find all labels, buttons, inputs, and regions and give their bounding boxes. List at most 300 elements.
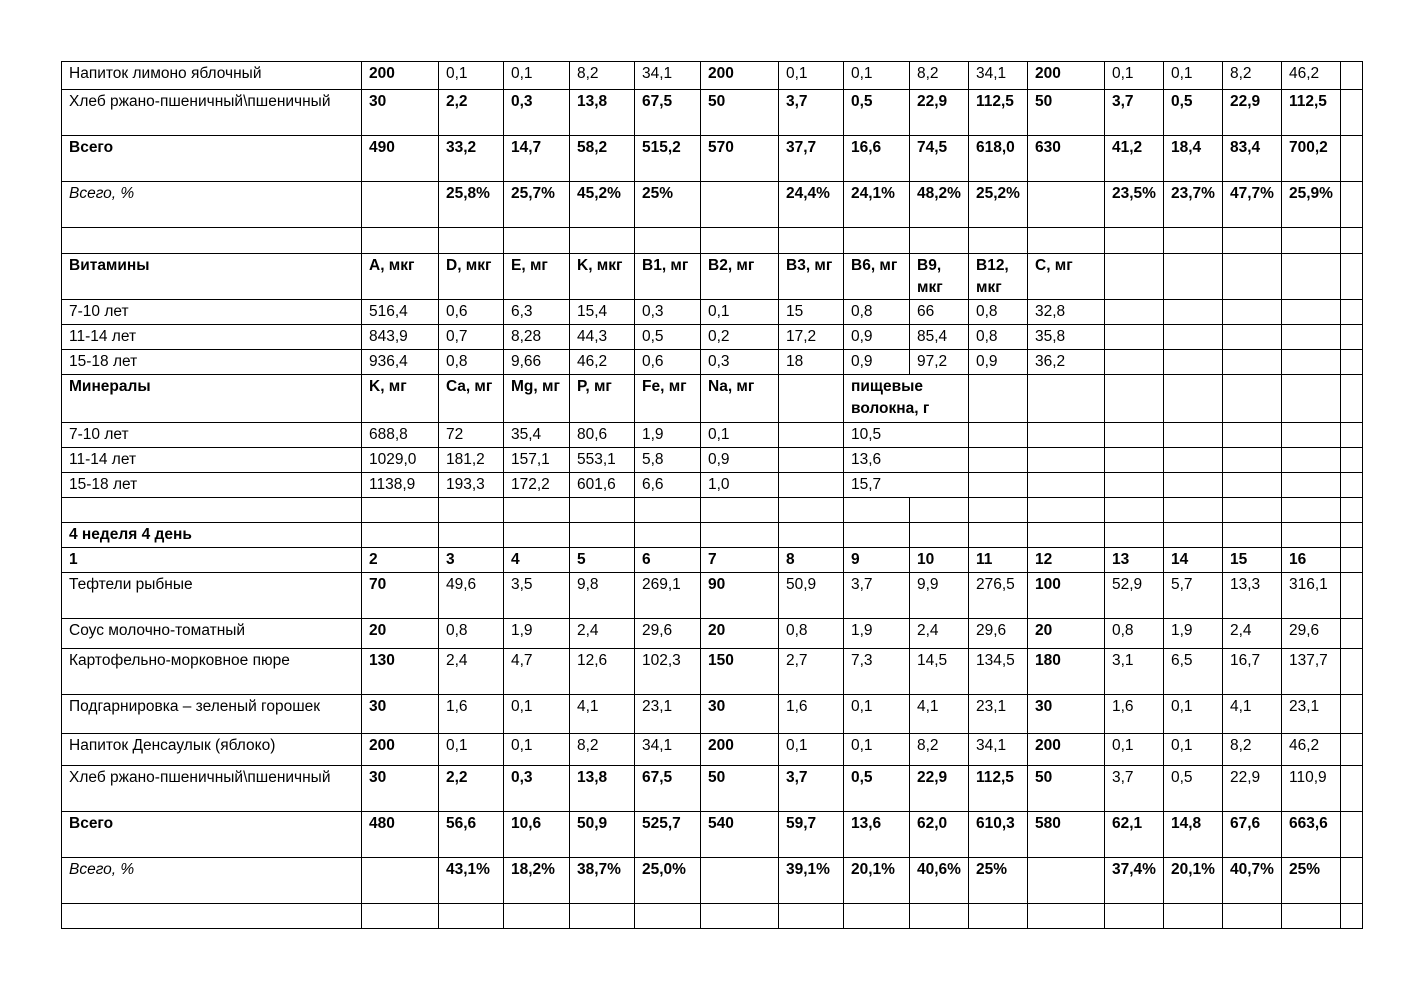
- row-label-cell: 7-10 лет: [62, 423, 362, 448]
- table-cell: 102,3: [635, 649, 701, 695]
- table-cell: 15: [779, 300, 844, 325]
- table-cell: 46,2: [1282, 62, 1341, 90]
- table-cell: [1105, 228, 1164, 254]
- table-cell: 90: [701, 573, 779, 619]
- table-cell: B6, мг: [844, 254, 910, 300]
- table-row: [62, 473, 1363, 498]
- row-label-cell: Всего: [62, 136, 362, 182]
- table-cell: 181,2: [439, 448, 504, 473]
- table-cell: 0,1: [701, 300, 779, 325]
- table-cell: 16,6: [844, 136, 910, 182]
- table-cell: 8,2: [1223, 734, 1282, 766]
- table-cell: 30: [1028, 695, 1105, 734]
- row-label-cell: Хлеб ржано-пшеничный\пшеничный: [62, 90, 362, 136]
- table-cell: [1164, 448, 1223, 473]
- table-row: [62, 62, 1363, 90]
- table-cell: B9, мкг: [910, 254, 969, 300]
- table-cell: 0,9: [701, 448, 779, 473]
- table-cell: [1341, 350, 1363, 375]
- table-cell: [969, 473, 1028, 498]
- table-cell: [1282, 473, 1341, 498]
- table-cell: [1341, 325, 1363, 350]
- table-cell: 0,9: [969, 350, 1028, 375]
- table-cell: 15: [1223, 548, 1282, 573]
- table-cell: Fe, мг: [635, 375, 701, 423]
- table-cell: [1223, 350, 1282, 375]
- table-cell: 180: [1028, 649, 1105, 695]
- table-cell: 25,9%: [1282, 182, 1341, 228]
- table-cell: 570: [701, 136, 779, 182]
- table-cell: 0,1: [1105, 62, 1164, 90]
- table-row: [62, 254, 1363, 300]
- table-cell: 23,5%: [1105, 182, 1164, 228]
- row-label-cell: Подгарнировка – зеленый горошек: [62, 695, 362, 734]
- table-cell: 200: [1028, 734, 1105, 766]
- table-cell: [969, 904, 1028, 929]
- table-cell: 0,3: [504, 766, 570, 812]
- table-cell: 50: [701, 766, 779, 812]
- table-cell: 56,6: [439, 812, 504, 858]
- table-cell: [570, 498, 635, 523]
- table-cell: 540: [701, 812, 779, 858]
- table-cell: 269,1: [635, 573, 701, 619]
- table-cell: 25,0%: [635, 858, 701, 904]
- table-cell: [362, 523, 439, 548]
- table-cell: [1282, 904, 1341, 929]
- table-cell: 23,1: [1282, 695, 1341, 734]
- table-cell: [701, 858, 779, 904]
- table-cell: 8: [779, 548, 844, 573]
- table-cell: 18,2%: [504, 858, 570, 904]
- table-cell: 100: [1028, 573, 1105, 619]
- table-cell: [1282, 448, 1341, 473]
- table-cell: 40,7%: [1223, 858, 1282, 904]
- table-cell: 67,6: [1223, 812, 1282, 858]
- table-cell: [1223, 254, 1282, 300]
- table-cell: 2,4: [1223, 619, 1282, 649]
- table-row: [62, 448, 1363, 473]
- table-cell: [1164, 523, 1223, 548]
- table-cell: [439, 904, 504, 929]
- table-cell: 15,7: [844, 473, 969, 498]
- table-cell: 39,1%: [779, 858, 844, 904]
- table-cell: 0,3: [701, 350, 779, 375]
- table-cell: 0,5: [844, 90, 910, 136]
- table-cell: 4,1: [570, 695, 635, 734]
- table-cell: 601,6: [570, 473, 635, 498]
- table-cell: 12,6: [570, 649, 635, 695]
- table-cell: 200: [1028, 62, 1105, 90]
- table-cell: 18,4: [1164, 136, 1223, 182]
- table-cell: 48,2%: [910, 182, 969, 228]
- table-cell: 5,7: [1164, 573, 1223, 619]
- table-cell: [1223, 448, 1282, 473]
- table-cell: 0,1: [504, 62, 570, 90]
- row-label-cell: [62, 904, 362, 929]
- table-cell: 3,7: [779, 766, 844, 812]
- row-label-cell: Всего, %: [62, 858, 362, 904]
- table-cell: 7: [701, 548, 779, 573]
- table-cell: [1028, 473, 1105, 498]
- table-cell: Na, мг: [701, 375, 779, 423]
- table-cell: 1,9: [635, 423, 701, 448]
- table-cell: 29,6: [1282, 619, 1341, 649]
- table-cell: 0,8: [439, 350, 504, 375]
- table-cell: [635, 523, 701, 548]
- table-cell: 25%: [969, 858, 1028, 904]
- table-cell: 3,7: [779, 90, 844, 136]
- row-label-cell: 4 неделя 4 день: [62, 523, 362, 548]
- table-cell: [1028, 498, 1105, 523]
- table-cell: 193,3: [439, 473, 504, 498]
- table-cell: 20,1%: [844, 858, 910, 904]
- table-cell: 480: [362, 812, 439, 858]
- table-cell: [1341, 423, 1363, 448]
- table-cell: [1341, 812, 1363, 858]
- table-cell: [1341, 228, 1363, 254]
- table-cell: 29,6: [969, 619, 1028, 649]
- table-cell: [969, 498, 1028, 523]
- table-cell: 8,2: [570, 62, 635, 90]
- table-cell: 97,2: [910, 350, 969, 375]
- table-cell: 41,2: [1105, 136, 1164, 182]
- table-cell: 34,1: [635, 62, 701, 90]
- table-cell: 23,1: [635, 695, 701, 734]
- table-cell: [1105, 300, 1164, 325]
- table-cell: 58,2: [570, 136, 635, 182]
- table-cell: P, мг: [570, 375, 635, 423]
- table-cell: [779, 448, 844, 473]
- table-cell: [1105, 473, 1164, 498]
- table-cell: 1029,0: [362, 448, 439, 473]
- table-cell: [1341, 548, 1363, 573]
- table-cell: 8,2: [1223, 62, 1282, 90]
- table-cell: 0,5: [1164, 766, 1223, 812]
- table-cell: 137,7: [1282, 649, 1341, 695]
- table-cell: Mg, мг: [504, 375, 570, 423]
- table-cell: 0,1: [439, 734, 504, 766]
- table-cell: 5: [570, 548, 635, 573]
- table-cell: 0,1: [1164, 62, 1223, 90]
- table-cell: 0,8: [844, 300, 910, 325]
- table-cell: 112,5: [969, 90, 1028, 136]
- table-cell: 67,5: [635, 766, 701, 812]
- table-cell: 67,5: [635, 90, 701, 136]
- table-row: [62, 325, 1363, 350]
- table-cell: [1164, 325, 1223, 350]
- table-cell: [504, 228, 570, 254]
- table-cell: [504, 904, 570, 929]
- table-row: [62, 858, 1363, 904]
- table-row: [62, 573, 1363, 619]
- table-cell: [1341, 90, 1363, 136]
- nutrition-table: [61, 61, 1363, 929]
- table-cell: [1341, 619, 1363, 649]
- row-label-cell: 15-18 лет: [62, 350, 362, 375]
- table-cell: [910, 228, 969, 254]
- table-cell: [844, 228, 910, 254]
- table-cell: 525,7: [635, 812, 701, 858]
- table-cell: 38,7%: [570, 858, 635, 904]
- table-cell: 37,7: [779, 136, 844, 182]
- table-cell: [969, 228, 1028, 254]
- table-cell: 0,1: [504, 734, 570, 766]
- table-cell: [1341, 766, 1363, 812]
- table-cell: 630: [1028, 136, 1105, 182]
- table-cell: 1,9: [1164, 619, 1223, 649]
- table-cell: 23,1: [969, 695, 1028, 734]
- table-cell: [1028, 375, 1105, 423]
- table-cell: 2: [362, 548, 439, 573]
- table-cell: [1164, 254, 1223, 300]
- table-cell: [779, 423, 844, 448]
- table-cell: [362, 858, 439, 904]
- table-cell: 516,4: [362, 300, 439, 325]
- table-cell: [969, 375, 1028, 423]
- row-label-cell: Витамины: [62, 254, 362, 300]
- table-cell: 9,9: [910, 573, 969, 619]
- table-cell: [779, 473, 844, 498]
- table-cell: [1028, 448, 1105, 473]
- table-cell: 8,28: [504, 325, 570, 350]
- table-cell: 6: [635, 548, 701, 573]
- table-cell: [1341, 300, 1363, 325]
- table-cell: 62,0: [910, 812, 969, 858]
- table-cell: [779, 523, 844, 548]
- table-row: [62, 904, 1363, 929]
- table-cell: [1223, 473, 1282, 498]
- table-cell: 20,1%: [1164, 858, 1223, 904]
- table-cell: 1,0: [701, 473, 779, 498]
- table-cell: 0,1: [779, 734, 844, 766]
- table-cell: 10,6: [504, 812, 570, 858]
- table-cell: K, мкг: [570, 254, 635, 300]
- table-cell: 24,4%: [779, 182, 844, 228]
- table-cell: [1105, 375, 1164, 423]
- table-cell: 12: [1028, 548, 1105, 573]
- table-cell: 6,5: [1164, 649, 1223, 695]
- table-row: [62, 300, 1363, 325]
- table-cell: 66: [910, 300, 969, 325]
- table-cell: 0,1: [439, 62, 504, 90]
- table-cell: D, мкг: [439, 254, 504, 300]
- table-cell: 44,3: [570, 325, 635, 350]
- table-cell: 30: [701, 695, 779, 734]
- table-cell: [1028, 904, 1105, 929]
- table-cell: [1164, 904, 1223, 929]
- table-cell: [1105, 423, 1164, 448]
- table-cell: 85,4: [910, 325, 969, 350]
- table-cell: 0,6: [635, 350, 701, 375]
- table-cell: 0,7: [439, 325, 504, 350]
- table-cell: 22,9: [1223, 90, 1282, 136]
- table-cell: [1282, 325, 1341, 350]
- table-cell: [779, 228, 844, 254]
- table-cell: [570, 228, 635, 254]
- table-cell: [1341, 498, 1363, 523]
- table-cell: [439, 228, 504, 254]
- table-cell: 50,9: [570, 812, 635, 858]
- table-cell: [779, 375, 844, 423]
- table-row: [62, 523, 1363, 548]
- table-cell: 0,1: [844, 62, 910, 90]
- table-cell: [635, 498, 701, 523]
- table-cell: 0,1: [504, 695, 570, 734]
- table-cell: 0,8: [969, 300, 1028, 325]
- table-cell: [910, 498, 969, 523]
- table-cell: 59,7: [779, 812, 844, 858]
- table-cell: 553,1: [570, 448, 635, 473]
- row-label-cell: 1: [62, 548, 362, 573]
- table-cell: B3, мг: [779, 254, 844, 300]
- table-cell: 0,5: [635, 325, 701, 350]
- table-cell: 14,8: [1164, 812, 1223, 858]
- table-row: [62, 182, 1363, 228]
- table-cell: 14,5: [910, 649, 969, 695]
- table-cell: 13,3: [1223, 573, 1282, 619]
- table-cell: 80,6: [570, 423, 635, 448]
- table-row: [62, 350, 1363, 375]
- table-cell: [362, 498, 439, 523]
- table-cell: 16: [1282, 548, 1341, 573]
- table-cell: [362, 904, 439, 929]
- table-cell: [1105, 523, 1164, 548]
- table-cell: пищевые волокна, г: [844, 375, 969, 423]
- table-cell: 13: [1105, 548, 1164, 573]
- table-row: [62, 812, 1363, 858]
- table-cell: 1,6: [779, 695, 844, 734]
- table-cell: [1341, 136, 1363, 182]
- table-cell: 29,6: [635, 619, 701, 649]
- table-cell: [1282, 523, 1341, 548]
- table-cell: 72: [439, 423, 504, 448]
- table-cell: [1341, 62, 1363, 90]
- table-cell: 46,2: [570, 350, 635, 375]
- table-cell: 52,9: [1105, 573, 1164, 619]
- table-cell: [701, 182, 779, 228]
- table-cell: 663,6: [1282, 812, 1341, 858]
- table-cell: 316,1: [1282, 573, 1341, 619]
- table-row: [62, 548, 1363, 573]
- table-cell: 62,1: [1105, 812, 1164, 858]
- table-cell: [1105, 448, 1164, 473]
- table-cell: 3: [439, 548, 504, 573]
- table-cell: [1341, 858, 1363, 904]
- table-cell: [1164, 375, 1223, 423]
- table-cell: [570, 904, 635, 929]
- table-cell: 20: [1028, 619, 1105, 649]
- table-row: [62, 228, 1363, 254]
- table-cell: 50: [1028, 90, 1105, 136]
- table-cell: 35,8: [1028, 325, 1105, 350]
- table-cell: 46,2: [1282, 734, 1341, 766]
- table-cell: B12, мкг: [969, 254, 1028, 300]
- row-label-cell: Тефтели рыбные: [62, 573, 362, 619]
- table-cell: 37,4%: [1105, 858, 1164, 904]
- table-cell: 200: [701, 62, 779, 90]
- table-row: [62, 766, 1363, 812]
- table-cell: 9,66: [504, 350, 570, 375]
- table-cell: E, мг: [504, 254, 570, 300]
- table-cell: [701, 228, 779, 254]
- table-cell: [1282, 350, 1341, 375]
- table-cell: 25,8%: [439, 182, 504, 228]
- row-label-cell: Соус молочно-томатный: [62, 619, 362, 649]
- table-cell: 50,9: [779, 573, 844, 619]
- table-cell: [439, 498, 504, 523]
- table-cell: 8,2: [910, 734, 969, 766]
- table-cell: [701, 904, 779, 929]
- table-cell: 23,7%: [1164, 182, 1223, 228]
- table-cell: [779, 904, 844, 929]
- table-cell: 0,5: [844, 766, 910, 812]
- table-cell: [1223, 228, 1282, 254]
- table-cell: 22,9: [910, 766, 969, 812]
- table-cell: А, мкг: [362, 254, 439, 300]
- table-cell: 3,7: [844, 573, 910, 619]
- table-cell: [1028, 523, 1105, 548]
- table-cell: 35,4: [504, 423, 570, 448]
- table-cell: 688,8: [362, 423, 439, 448]
- table-cell: [1028, 228, 1105, 254]
- row-label-cell: 11-14 лет: [62, 325, 362, 350]
- table-cell: [1164, 498, 1223, 523]
- table-cell: 24,1%: [844, 182, 910, 228]
- table-cell: C, мг: [1028, 254, 1105, 300]
- table-cell: [1341, 695, 1363, 734]
- table-cell: 13,6: [844, 812, 910, 858]
- table-cell: [1223, 904, 1282, 929]
- table-cell: 13,6: [844, 448, 969, 473]
- table-cell: [844, 498, 910, 523]
- table-cell: 1,6: [1105, 695, 1164, 734]
- table-cell: 0,1: [1105, 734, 1164, 766]
- table-cell: [1223, 498, 1282, 523]
- table-row: [62, 375, 1363, 423]
- table-cell: 3,5: [504, 573, 570, 619]
- table-cell: [1028, 182, 1105, 228]
- table-cell: 130: [362, 649, 439, 695]
- table-cell: [1341, 734, 1363, 766]
- table-cell: [1223, 523, 1282, 548]
- table-row: [62, 90, 1363, 136]
- table-cell: 618,0: [969, 136, 1028, 182]
- table-row: [62, 734, 1363, 766]
- table-cell: 2,4: [439, 649, 504, 695]
- table-cell: 172,2: [504, 473, 570, 498]
- table-cell: 10: [910, 548, 969, 573]
- table-cell: 25%: [1282, 858, 1341, 904]
- table-cell: [1105, 350, 1164, 375]
- table-cell: 200: [362, 62, 439, 90]
- table-cell: 112,5: [1282, 90, 1341, 136]
- table-cell: 0,1: [1164, 734, 1223, 766]
- table-cell: 1,9: [844, 619, 910, 649]
- table-cell: 34,1: [635, 734, 701, 766]
- table-cell: K, мг: [362, 375, 439, 423]
- table-row: [62, 498, 1363, 523]
- table-cell: [910, 904, 969, 929]
- table-cell: 3,7: [1105, 90, 1164, 136]
- table-cell: 2,2: [439, 90, 504, 136]
- table-cell: [504, 523, 570, 548]
- table-cell: [1282, 423, 1341, 448]
- table-cell: 34,1: [969, 734, 1028, 766]
- table-cell: [570, 523, 635, 548]
- table-cell: 14,7: [504, 136, 570, 182]
- table-cell: 14: [1164, 548, 1223, 573]
- table-row: [62, 136, 1363, 182]
